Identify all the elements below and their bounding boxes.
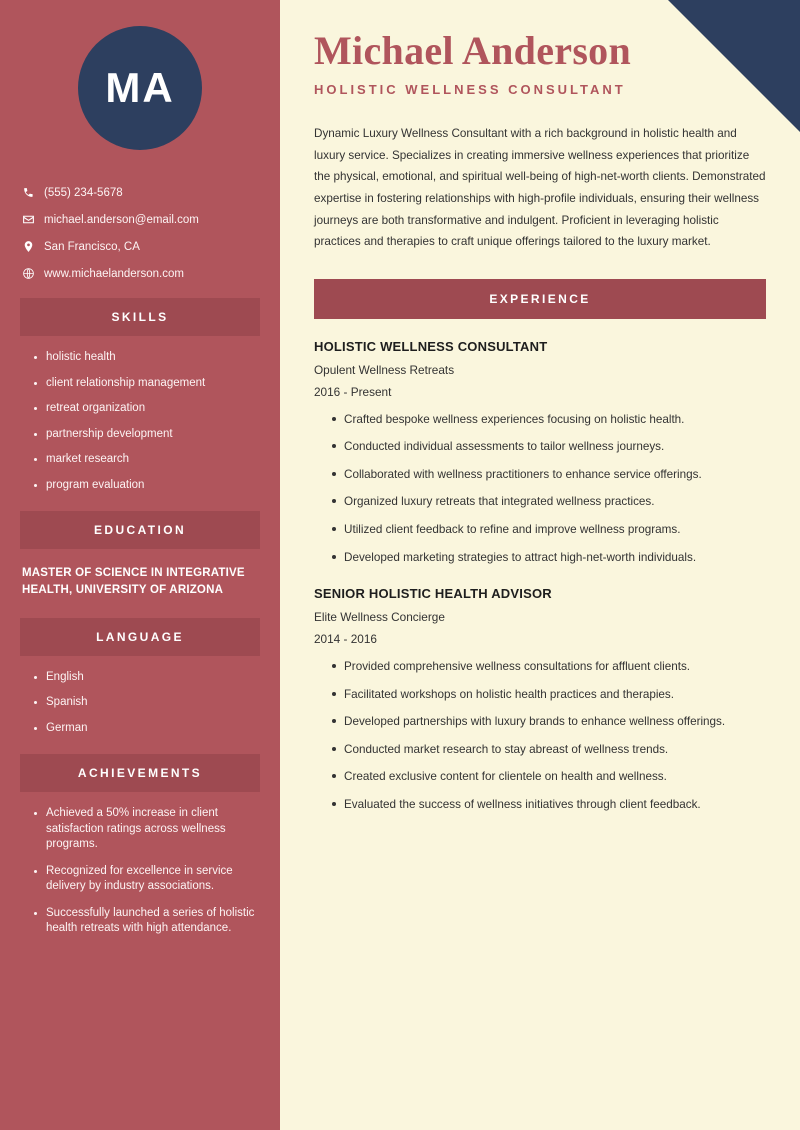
job-role-subtitle: HOLISTIC WELLNESS CONSULTANT (314, 82, 626, 97)
contact-list (20, 186, 260, 280)
education-line: HEALTH, UNIVERSITY OF ARIZONA (22, 584, 224, 597)
education-entry (20, 565, 260, 600)
list-item: Conducted market research to stay abreast of wellness trends. (332, 741, 766, 759)
list-item: English (34, 670, 260, 686)
list-item: Developed partnerships with luxury brands to enhance wellness offerings. (332, 713, 766, 731)
experience-entry-1 (314, 339, 766, 566)
skills-heading: SKILLS (20, 298, 260, 336)
list-item: Recognized for excellence in service delivery by industry associations. (34, 864, 260, 895)
list-item: Facilitated workshops on holistic health practices and therapies. (332, 686, 766, 704)
list-item: Successfully launched a series of holistic health retreats with high attendance. (34, 906, 260, 937)
list-item: Conducted individual assessments to tailor wellness journeys. (332, 438, 766, 456)
list-item: Evaluated the success of wellness initiatives through client feedback. (332, 796, 766, 814)
list-item: program evaluation (34, 478, 260, 494)
location-pin-icon (22, 240, 44, 253)
list-item: Spanish (34, 695, 260, 711)
contact-phone-text: (555) 234-5678 (44, 186, 123, 199)
sidebar (0, 0, 280, 1130)
page-title: Michael Anderson (314, 28, 632, 73)
experience-entry-2 (314, 586, 766, 813)
list-item: Organized luxury retreats that integrated wellness practices. (332, 493, 766, 511)
list-item: Achieved a 50% increase in client satisfaction ratings across wellness programs. (34, 806, 260, 853)
list-item: Crafted bespoke wellness experiences focusing on holistic health. (332, 411, 766, 429)
contact-email-text: michael.anderson@email.com (44, 213, 199, 226)
experience-title: HOLISTIC WELLNESS CONSULTANT (314, 338, 548, 354)
avatar-container (20, 0, 260, 150)
skills-list (20, 350, 260, 493)
list-item: Utilized client feedback to refine and improve wellness programs. (332, 521, 766, 539)
list-item: market research (34, 452, 260, 468)
list-item: Developed marketing strategies to attract high-net-worth individuals. (332, 549, 766, 567)
avatar: MA (78, 26, 202, 150)
education-heading: EDUCATION (20, 511, 260, 549)
list-item: client relationship management (34, 376, 260, 392)
list-item: partnership development (34, 427, 260, 443)
contact-location-text: San Francisco, CA (44, 240, 140, 253)
contact-item-location (22, 240, 260, 253)
achievements-list (20, 806, 260, 937)
experience-dates: 2016 - Present (314, 384, 392, 399)
contact-item-phone (22, 186, 260, 199)
achievements-heading: ACHIEVEMENTS (20, 754, 260, 792)
experience-title: SENIOR HOLISTIC HEALTH ADVISOR (314, 586, 552, 602)
main-content (280, 0, 800, 1130)
phone-icon (22, 186, 44, 199)
experience-bullets (314, 411, 766, 566)
list-item: Provided comprehensive wellness consultations for affluent clients. (332, 658, 766, 676)
experience-dates: 2014 - 2016 (314, 632, 377, 647)
list-item: retreat organization (34, 401, 260, 417)
list-item: holistic health (34, 350, 260, 366)
envelope-icon (22, 213, 44, 226)
experience-company: Opulent Wellness Retreats (314, 362, 455, 377)
education-line: MASTER OF SCIENCE IN INTEGRATIVE (22, 567, 245, 580)
language-heading: LANGUAGE (20, 618, 260, 656)
contact-item-email (22, 213, 260, 226)
globe-icon (22, 267, 44, 280)
list-item: German (34, 721, 260, 737)
list-item: Created exclusive content for clientele on health and wellness. (332, 768, 766, 786)
experience-bullets (314, 658, 766, 813)
list-item: Collaborated with wellness practitioners to enhance service offerings. (332, 466, 766, 484)
language-list (20, 670, 260, 737)
contact-website-text: www.michaelanderson.com (44, 267, 184, 280)
experience-heading: EXPERIENCE (314, 279, 766, 319)
experience-company: Elite Wellness Concierge (314, 610, 445, 625)
contact-item-website (22, 267, 260, 280)
profile-summary: Dynamic Luxury Wellness Consultant with a rich background in holistic health and luxury service. Specializes in creating immersive wellness experiences that prioritize the physical, emotional, and spiritual well-being of high-net-worth clients. Demonstrated expertise in fostering relationships with high-profile individuals, ensuring their wellness journeys are both transformative and indulgent. Proficient in leveraging holistic practices and therapies to craft unique offerings tailored to the luxury market. (314, 127, 766, 249)
